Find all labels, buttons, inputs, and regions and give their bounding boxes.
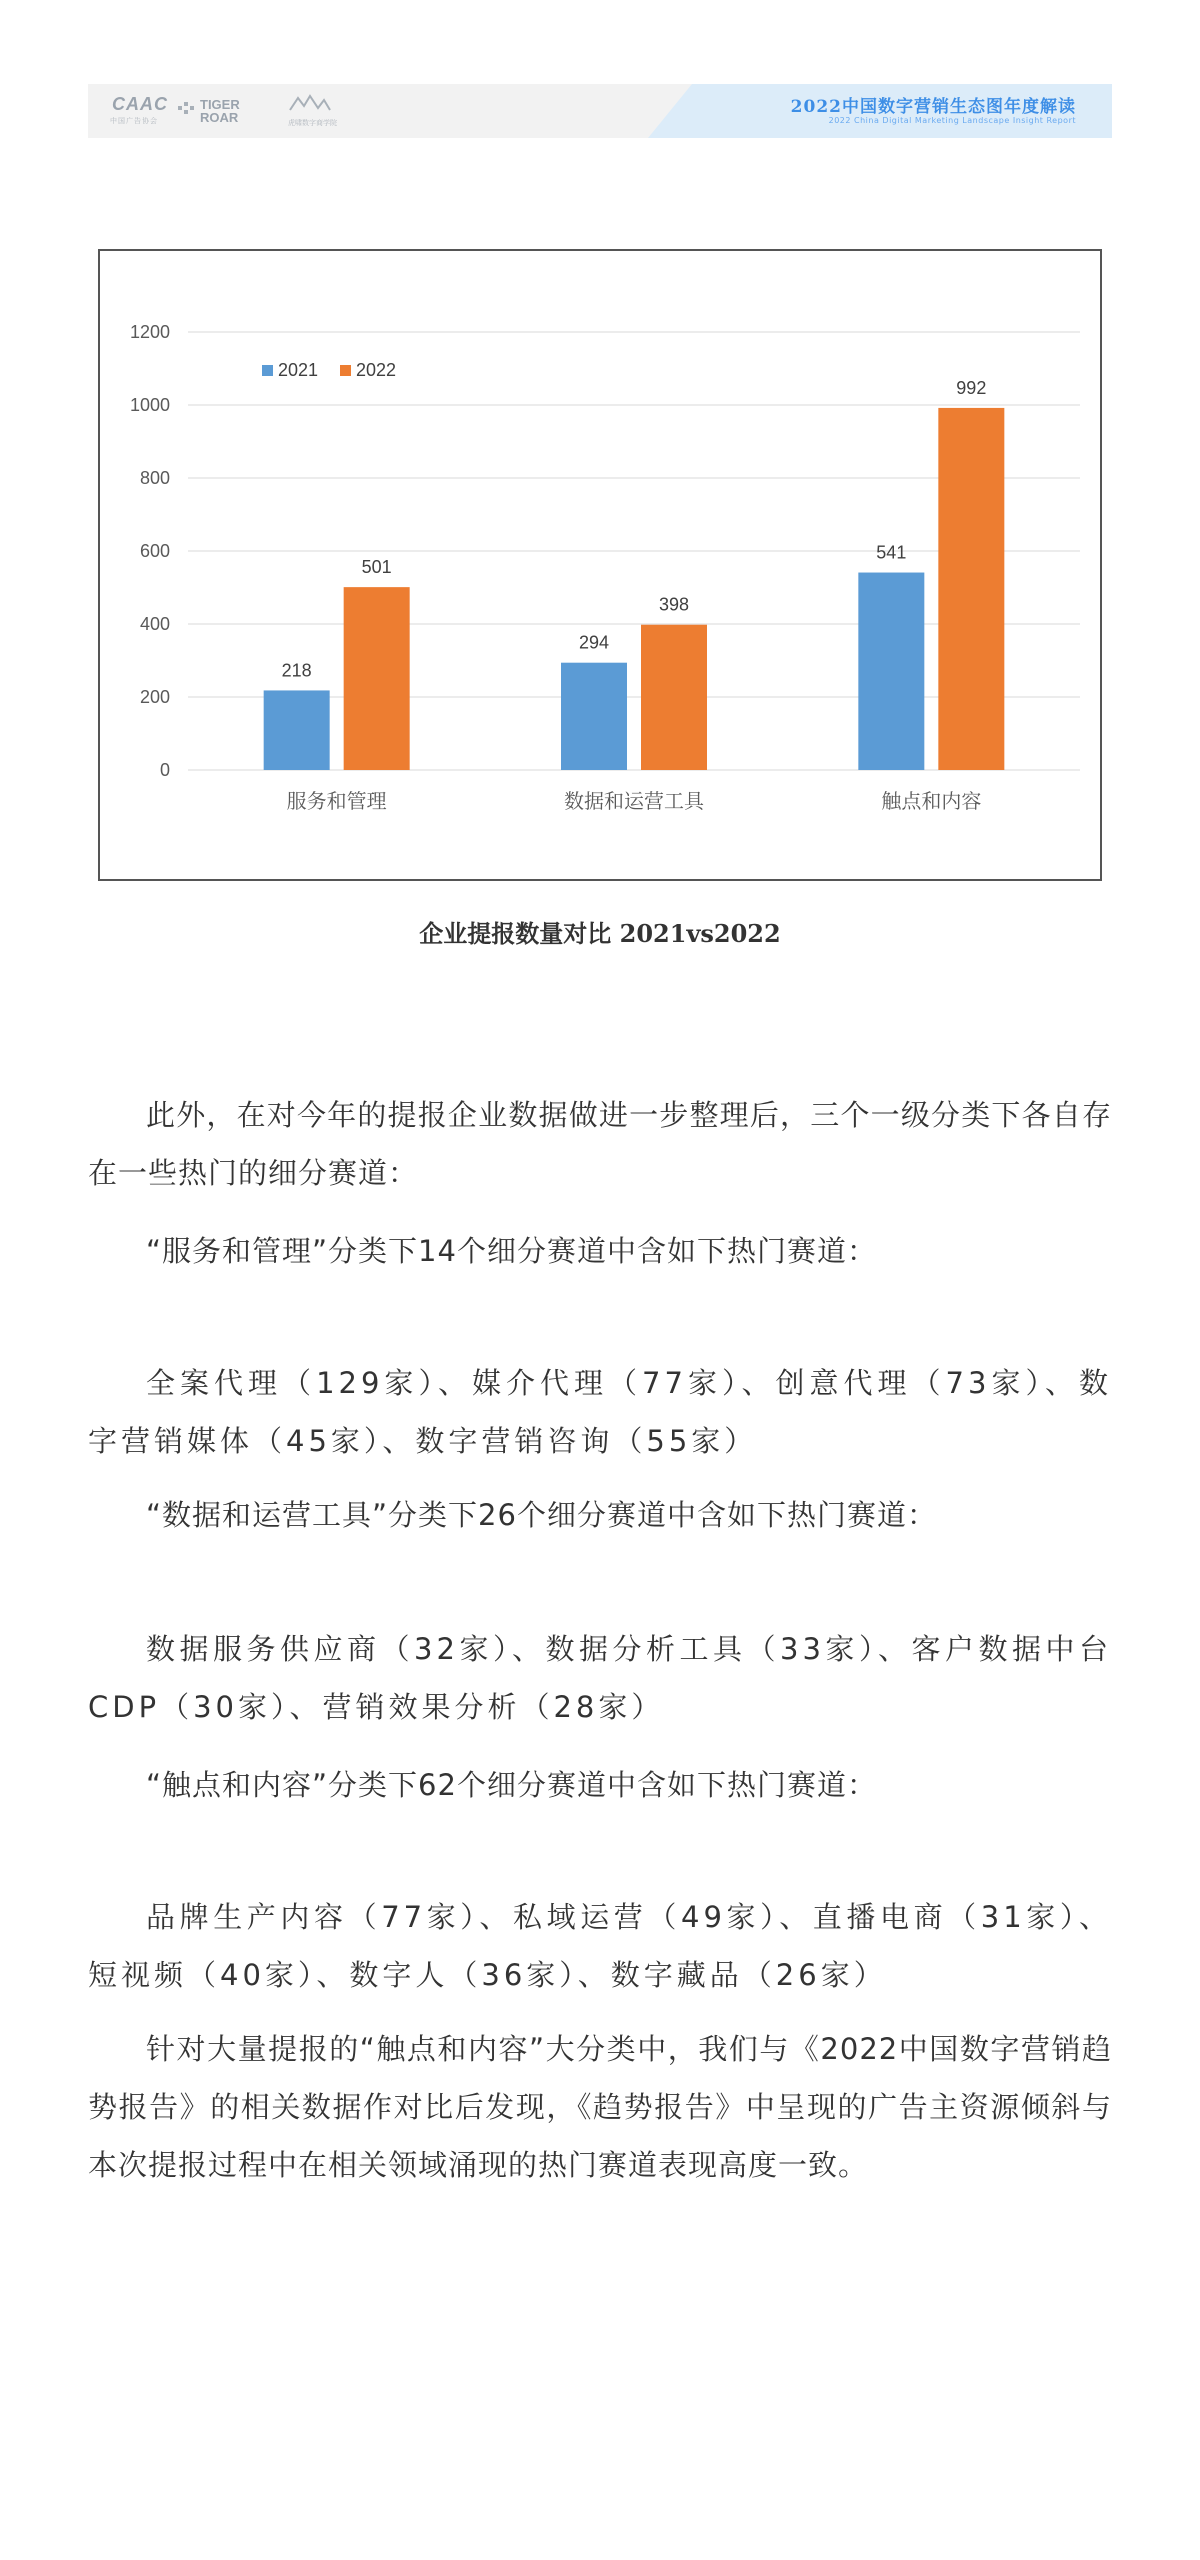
legend-label: 2022: [356, 360, 397, 380]
x-tick-label: 数据和运营工具: [564, 789, 704, 813]
caac-logo-sub: 中国广告协会: [110, 118, 158, 125]
data-label: 501: [361, 557, 392, 578]
bar-2022-2: [938, 408, 1004, 770]
bar-2021-0: [264, 690, 330, 770]
header-subtitle: 2022 China Digital Marketing Landscape Insight Report: [828, 116, 1076, 125]
tiger-logo-icon: [178, 100, 196, 118]
data-label: 541: [876, 542, 907, 563]
legend-label: 2021: [278, 360, 319, 380]
tiger-roar-logo: TIGER ROAR: [200, 97, 240, 125]
header-title: 2022中国数字营销生态图年度解读: [790, 97, 1076, 117]
legend-swatch-2021: [262, 365, 273, 376]
y-tick-label: 400: [139, 614, 170, 634]
paragraph-service-tracks: 全案代理（129家）、媒介代理（77家）、创意代理（73家）、数字营销媒体（45家）、数字营销咨询（55家）: [88, 1366, 1112, 1458]
y-tick-label: 1200: [129, 322, 170, 342]
y-tick-label: 600: [139, 541, 170, 561]
y-tick-label: 1000: [129, 395, 170, 415]
paragraph-touch-tracks: 品牌生产内容（77家）、私域运营（49家）、直播电商（31家）、短视频（40家）、数字人（36家）、数字藏品（26家）: [88, 1900, 1112, 1992]
paragraph-data-tracks: 数据服务供应商（32家）、数据分析工具（33家）、客户数据中台CDP（30家）、营销效果分析（28家）: [88, 1632, 1112, 1724]
y-tick-label: 200: [139, 687, 170, 707]
mountain-logo-icon: [288, 92, 332, 114]
data-label: 294: [578, 632, 610, 653]
school-logo-sub: 虎啸数字商学院: [288, 120, 337, 127]
header-banner: [88, 84, 1112, 138]
data-label: 218: [281, 660, 312, 681]
data-label: 992: [956, 377, 987, 398]
chart-container: [98, 249, 1102, 881]
bar-2021-2: [858, 573, 924, 770]
y-tick-label: 0: [159, 760, 170, 780]
bar-2021-1: [561, 663, 627, 770]
paragraph-data-heading: “数据和运营工具”分类下26个细分赛道中含如下热门赛道：: [146, 1498, 937, 1532]
data-label: 398: [658, 594, 690, 615]
bar-2022-0: [344, 587, 410, 770]
x-tick-label: 服务和管理: [286, 789, 387, 813]
caac-logo: CAAC: [112, 94, 168, 114]
bar-chart: [100, 251, 1100, 879]
y-tick-label: 800: [139, 468, 170, 488]
paragraph-service-heading: “服务和管理”分类下14个细分赛道中含如下热门赛道：: [146, 1234, 877, 1268]
chart-caption: 企业提报数量对比 2021vs2022: [419, 919, 781, 948]
paragraph-touch-heading: “触点和内容”分类下62个细分赛道中含如下热门赛道：: [146, 1768, 877, 1802]
bar-2022-1: [641, 625, 707, 770]
legend-swatch-2022: [340, 365, 351, 376]
x-tick-label: 触点和内容: [881, 789, 982, 813]
paragraph-conclusion: 针对大量提报的“触点和内容”大分类中，我们与《2022中国数字营销趋势报告》的相关数据作对比后发现，《趋势报告》中呈现的广告主资源倾斜与本次提报过程中在相关领域涌现的热门赛道表现高度一致。: [88, 2032, 1112, 2182]
paragraph-intro: 此外，在对今年的提报企业数据做进一步整理后，三个一级分类下各自存在一些热门的细分赛道：: [88, 1098, 1112, 1190]
